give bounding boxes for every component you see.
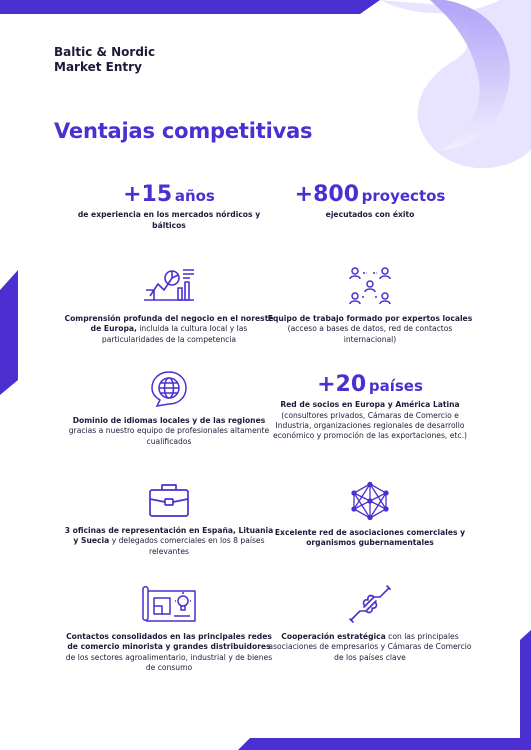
advantage-retail-contacts	[64, 584, 274, 673]
stat-unit: años	[174, 187, 215, 205]
brand-line-2: Market Entry	[54, 60, 142, 74]
desc-bold: Contactos consolidados en las principales redes de comercio minorista y grandes distribuidores	[66, 632, 272, 652]
advantage-description	[265, 632, 475, 663]
handshake-icon	[348, 584, 392, 624]
desc-bold: ejecutados con éxito	[325, 210, 415, 220]
advantage-languages	[64, 370, 274, 447]
stat-projects	[265, 182, 475, 207]
stat-number: +20	[317, 372, 367, 397]
advantage-years	[64, 182, 274, 231]
brand-line-1: Baltic & Nordic	[54, 45, 156, 59]
stat-unit: países	[368, 377, 423, 395]
stat-years	[64, 182, 274, 207]
advantage-description	[64, 526, 274, 557]
advantage-countries	[265, 372, 475, 441]
advantage-description	[64, 632, 274, 673]
desc-bold: Comprensión profunda del negocio en el noreste de Europa,	[64, 314, 274, 334]
advantage-description	[64, 210, 274, 231]
advantage-strategic-cooperation	[265, 584, 475, 663]
desc-bold: Excelente red de asociaciones comerciales y organismos gubernamentales	[274, 528, 466, 548]
brand-logo-text	[54, 45, 155, 75]
desc-bold: Red de socios en Europa y América Latina	[280, 400, 460, 410]
desc-rest: y delegados comerciales en los 8 países relevantes	[109, 536, 265, 556]
desc-rest: de los sectores agroalimentario, industrial y de bienes de consumo	[65, 652, 273, 672]
globe-chat-icon	[149, 370, 189, 408]
stat-unit: proyectos	[361, 187, 446, 205]
desc-rest: (acceso a bases de datos, red de contactos internacional)	[287, 324, 453, 344]
advantage-business-understanding	[64, 266, 274, 345]
blueprint-idea-icon	[140, 584, 198, 624]
desc-bold: Cooperación estratégica	[281, 632, 386, 641]
desc-rest: incluida la cultura local y las particularidades de la competencia	[101, 324, 248, 344]
advantage-description	[265, 314, 475, 345]
desc-bold: 3 oficinas de representación en España, Lituania y Suecia	[64, 526, 274, 546]
advantage-description	[64, 416, 274, 447]
advantage-projects	[265, 182, 475, 221]
desc-bold: Dominio de idiomas locales y de las regiones	[72, 416, 266, 425]
stat-countries	[265, 372, 475, 397]
advantage-description	[64, 314, 274, 345]
briefcase-icon	[147, 482, 191, 518]
desc-rest: con las principales asociaciones de empresarios y Cámaras de Comercio de los países clave	[268, 632, 472, 662]
page-title: Ventajas competitivas	[54, 119, 313, 143]
desc-bold: Equipo de trabajo formado por expertos locales	[267, 314, 473, 323]
team-network-icon	[345, 266, 395, 306]
desc-bold: de experiencia en los mercados nórdicos y bálticos	[77, 210, 261, 230]
business-analysis-chart-icon	[140, 266, 198, 306]
advantage-description	[265, 528, 475, 549]
advantage-associations	[265, 482, 475, 549]
stat-number: +15	[123, 182, 173, 207]
advantage-description	[265, 210, 475, 220]
network-polygon-icon	[350, 482, 390, 520]
advantage-local-team	[265, 266, 475, 345]
stat-number: +800	[294, 182, 359, 207]
advantage-description	[265, 400, 475, 441]
advantage-offices	[64, 482, 274, 557]
desc-rest: (consultores privados, Cámaras de Comercio e Industria, organizaciones regionales de desarrollo económico y promoción de las exportaciones, etc.)	[273, 410, 467, 441]
desc-rest: gracias a nuestro equipo de profesionales altamente cualificados	[68, 426, 270, 446]
